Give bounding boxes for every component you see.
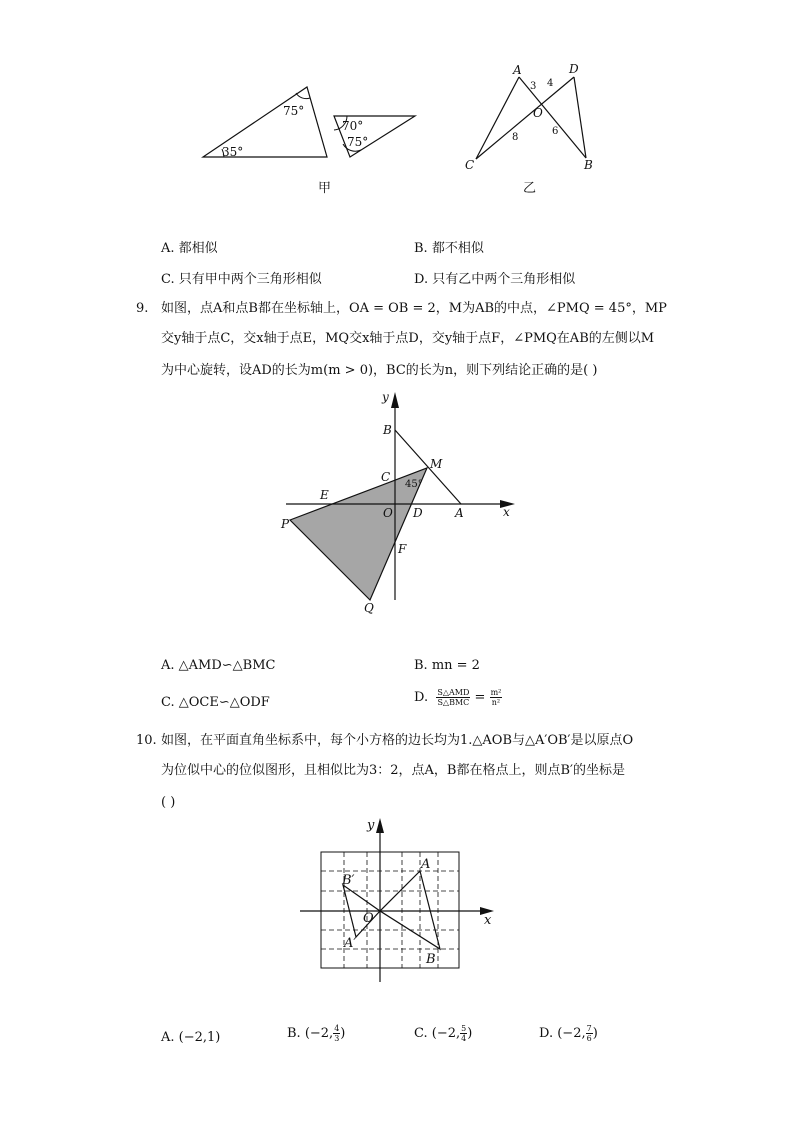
label-x: x: [484, 913, 492, 928]
grid: [321, 852, 459, 968]
label-A-prime: A′: [344, 936, 357, 951]
q10-number: 10.: [136, 733, 157, 748]
q9-option-d[interactable]: [414, 688, 502, 707]
q10-option-a[interactable]: A. (−2,1): [161, 1030, 221, 1045]
label-45: 45°: [405, 479, 423, 490]
len-6: 6: [552, 126, 559, 137]
q10-option-b[interactable]: [287, 1024, 345, 1043]
q9-option-b[interactable]: B. mn = 2: [414, 658, 480, 673]
q8-figure: [0, 0, 794, 200]
caption-jia: 甲: [318, 181, 332, 196]
label-35: 35°: [222, 145, 244, 159]
q9-figure: [0, 380, 794, 620]
q8-option-c[interactable]: C. 只有甲中两个三角形相似: [161, 272, 322, 287]
frac-den: 4: [461, 1034, 467, 1043]
len-8: 8: [512, 132, 519, 143]
q10-text-line3: ( ): [161, 795, 176, 810]
label-y: y: [367, 818, 375, 833]
q9-number: 9.: [136, 301, 149, 316]
option-c-suffix: ): [467, 1026, 473, 1041]
q8-option-d[interactable]: D. 只有乙中两个三角形相似: [414, 272, 576, 287]
label-A: A: [421, 857, 431, 872]
q9-text-line3: 为中心旋转，设AD的长为m(m > 0)，BC的长为n，则下列结论正确的是( ): [161, 363, 598, 378]
frac-num: S△AMD: [437, 688, 470, 697]
option-d-prefix: D. (−2,: [539, 1026, 586, 1041]
frac-num: m²: [490, 688, 502, 697]
label-D: D: [569, 62, 579, 76]
label-P: P: [281, 517, 290, 531]
triangle-AOB: [380, 871, 440, 949]
y-axis-arrow: [376, 818, 384, 833]
label-C: C: [381, 470, 391, 484]
option-d-suffix: ): [592, 1026, 598, 1041]
q10-option-d[interactable]: [539, 1024, 598, 1043]
label-C: C: [465, 158, 475, 172]
angle-arc-75-left: [296, 93, 310, 99]
segment-AC: [476, 77, 519, 159]
fraction: [586, 1024, 593, 1043]
label-75-left: 75°: [283, 104, 305, 118]
fraction-m-n: [490, 688, 503, 707]
label-B: B: [383, 423, 392, 437]
q10-text-line2: 为位似中心的位似图形，且相似比为3：2，点A，B都在格点上，则点B′的坐标是: [161, 763, 625, 778]
label-O: O: [383, 506, 393, 520]
frac-den: n²: [491, 698, 501, 707]
len-3: 3: [530, 81, 537, 92]
label-B: B: [584, 158, 593, 172]
label-y: y: [382, 390, 389, 404]
q10-figure: [0, 815, 794, 990]
label-O: O: [363, 911, 374, 926]
label-A: A: [455, 506, 464, 520]
caption-yi: 乙: [523, 181, 537, 196]
frac-num: 4: [334, 1024, 340, 1033]
label-A: A: [513, 63, 522, 77]
label-F: F: [398, 542, 407, 556]
frac-num: 7: [586, 1024, 592, 1033]
label-75-right: 75°: [347, 135, 369, 149]
label-B: B: [426, 952, 436, 967]
q9-text-line1: 如图，点A和点B都在坐标轴上，OA = OB = 2，M为AB的中点，∠PMQ = 45°，MP: [161, 301, 667, 316]
q9-option-c[interactable]: C. △OCE∽△ODF: [161, 695, 270, 710]
label-70: 70°: [342, 119, 364, 133]
q9-option-a[interactable]: A. △AMD∽△BMC: [161, 658, 276, 673]
label-B-prime: B′: [342, 873, 355, 888]
option-b-suffix: ): [340, 1026, 346, 1041]
q9-option-d-prefix: D.: [414, 690, 429, 705]
eq-sign: =: [474, 690, 486, 705]
len-4: 4: [547, 78, 554, 89]
frac-den: 3: [334, 1034, 340, 1043]
label-M: M: [430, 457, 443, 471]
label-E: E: [320, 488, 329, 502]
option-b-prefix: B. (−2,: [287, 1026, 334, 1041]
q9-text-line2: 交y轴于点C，交x轴于点E，MQ交x轴于点D，交y轴于点F，∠PMQ在AB的左侧以M: [161, 331, 655, 346]
label-Q: Q: [364, 601, 374, 615]
label-x: x: [503, 505, 510, 519]
y-axis-arrow: [391, 392, 399, 408]
frac-den: 6: [586, 1034, 592, 1043]
q10-option-c[interactable]: [414, 1024, 472, 1043]
q10-text-line1: 如图，在平面直角坐标系中，每个小方格的边长均为1.△AOB与△A′OB′是以原点O: [161, 733, 634, 748]
option-c-prefix: C. (−2,: [414, 1026, 461, 1041]
q8-option-b[interactable]: B. 都不相似: [414, 241, 484, 256]
frac-num: 5: [461, 1024, 467, 1033]
frac-den: S△BMC: [437, 698, 470, 707]
label-D: D: [413, 506, 423, 520]
q8-option-a[interactable]: A. 都相似: [161, 241, 218, 256]
segment-CD: [476, 77, 574, 159]
label-O: O: [533, 106, 543, 120]
fraction-s-ratio: [436, 688, 470, 707]
